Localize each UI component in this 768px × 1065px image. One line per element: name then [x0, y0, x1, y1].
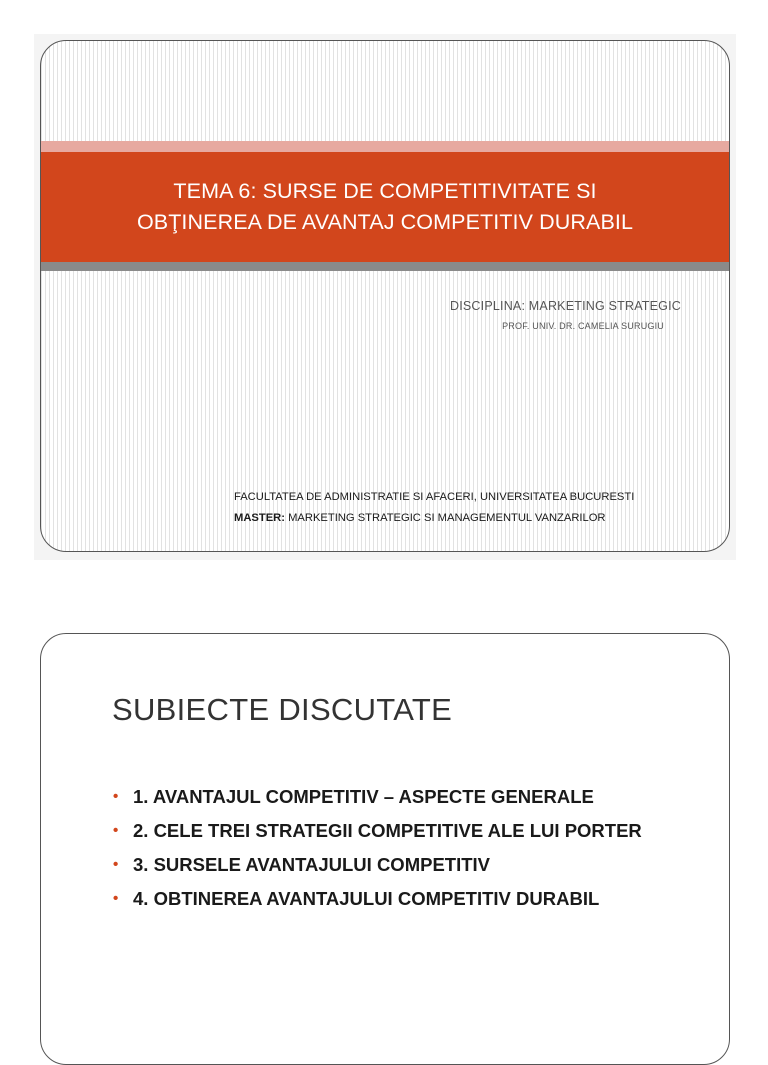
list-item-text: 4. OBTINEREA AVANTAJULUI COMPETITIV DURABIL — [133, 888, 600, 909]
list-item — [113, 820, 642, 854]
bullet-icon: • — [113, 822, 119, 839]
list-item — [113, 786, 642, 820]
slide-title-line-1: TEMA 6: SURSE DE COMPETITIVITATE SI — [173, 179, 597, 203]
slide-title-line-2: OBŢINEREA DE AVANTAJ COMPETITIV DURABIL — [136, 210, 634, 234]
master-line — [234, 512, 606, 524]
bullet-icon: • — [113, 890, 119, 907]
title-band-bottom-stripe — [41, 262, 729, 271]
master-label: MASTER: — [234, 512, 285, 524]
professor-name: PROF. UNIV. DR. CAMELIA SURUGIU — [502, 321, 664, 331]
list-item-text: 3. SURSELE AVANTAJULUI COMPETITIV — [133, 854, 491, 875]
topics-list — [113, 786, 642, 922]
list-item — [113, 854, 642, 888]
bullet-icon: • — [113, 788, 119, 805]
slide-2-title: SUBIECTE DISCUTATE — [112, 692, 453, 727]
list-item — [113, 888, 642, 922]
discipline-label: DISCIPLINA: MARKETING STRATEGIC — [450, 299, 681, 313]
bullet-icon: • — [113, 856, 119, 873]
slide-2 — [40, 633, 730, 1065]
list-item-text: 2. CELE TREI STRATEGII COMPETITIVE ALE LUI PORTER — [133, 820, 642, 841]
list-item-text: 1. AVANTAJUL COMPETITIV – ASPECTE GENERALE — [133, 786, 594, 807]
slide-1 — [40, 40, 730, 552]
title-band — [41, 152, 729, 262]
master-value: MARKETING STRATEGIC SI MANAGEMENTUL VANZARILOR — [284, 512, 606, 524]
faculty-line: FACULTATEA DE ADMINISTRATIE SI AFACERI, UNIVERSITATEA BUCURESTI — [234, 491, 635, 503]
title-band-top-stripe — [41, 141, 729, 152]
